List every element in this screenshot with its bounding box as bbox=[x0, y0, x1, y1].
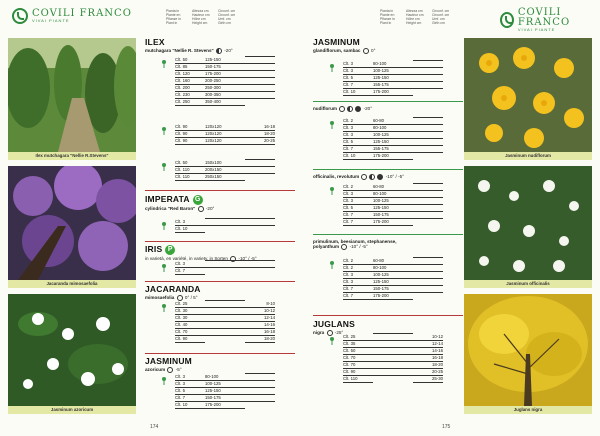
table-cell bbox=[245, 373, 275, 374]
table-cell: 175-200 bbox=[205, 401, 245, 409]
header-col-2-right: Altezza cm Hauteur cm Höhe cm Height cm bbox=[406, 9, 424, 25]
genus-title: JACARANDA bbox=[145, 284, 201, 295]
sun-icon bbox=[167, 367, 173, 373]
species-line: primulinum, beesianum, stephanense, polyanthum -10° / -5° bbox=[313, 239, 397, 250]
header-col-3: Circonf. cm Circonf. cm Umf. cm Girth cm bbox=[218, 9, 236, 25]
species-line: azoricum -5° bbox=[145, 367, 182, 373]
ilex-section bbox=[145, 37, 295, 54]
table-cell bbox=[413, 67, 443, 68]
table-cell: 175-200 bbox=[205, 70, 245, 78]
genus-title: JASMINUM bbox=[145, 356, 192, 367]
sun-icon bbox=[363, 48, 369, 54]
table-cell bbox=[245, 159, 275, 160]
table-cell bbox=[245, 380, 275, 381]
table-cell: Clt. 10 bbox=[175, 401, 205, 409]
table-cell: Clt. 120 bbox=[175, 70, 205, 78]
species-line: nigra -25° bbox=[313, 330, 344, 336]
table-cell: 20-25 bbox=[413, 368, 443, 376]
primulinum-section bbox=[313, 231, 463, 250]
table-cell: Clt. 2 bbox=[343, 264, 373, 272]
table-cell bbox=[245, 394, 275, 395]
table-cell: 12-14 bbox=[413, 340, 443, 348]
table-cell: 200-250 bbox=[205, 77, 245, 85]
table-cell: Clt. 50 bbox=[175, 56, 205, 64]
table-cell: 14-16 bbox=[245, 321, 275, 329]
table-cell: Clt. 3 bbox=[343, 197, 373, 205]
species-line: mutchagara "Nellie R. Stevens" -20° bbox=[145, 48, 233, 54]
table-cell: Clt. 3 bbox=[175, 218, 205, 226]
table-cell bbox=[413, 60, 443, 61]
table-cell: 80-100 bbox=[373, 190, 413, 198]
leaf-logo-icon bbox=[12, 8, 28, 24]
table-cell bbox=[205, 335, 245, 336]
table-cell: 150-175 bbox=[373, 211, 413, 219]
table-cell: 100-125 bbox=[373, 67, 413, 75]
pot-icon bbox=[329, 333, 334, 341]
table-cell bbox=[245, 267, 275, 268]
table-cell bbox=[413, 145, 443, 146]
table-cell: 350-400 bbox=[205, 98, 245, 106]
table-cell: 125-150 bbox=[373, 204, 413, 212]
table-cell bbox=[245, 98, 275, 99]
pot-icon bbox=[161, 159, 166, 167]
table-cell: Clt. 160 bbox=[175, 77, 205, 85]
genus-title: ILEX bbox=[145, 37, 165, 47]
table-cell bbox=[373, 354, 413, 355]
table-cell: 150-175 bbox=[205, 394, 245, 402]
table-cell: Clt. 110 bbox=[175, 166, 205, 174]
table-cell: 80-100 bbox=[205, 373, 245, 381]
species-line: in varietà, en variété, in variety, in Sorten -10° / -5° bbox=[145, 256, 257, 262]
table-cell: Clt. 7 bbox=[175, 394, 205, 402]
table-cell: Clt. 50 bbox=[343, 347, 373, 355]
caption-jacaranda: Jacaranda mimosaefolia bbox=[8, 280, 136, 288]
sun-icon bbox=[341, 244, 347, 250]
genus-title: IRIS P bbox=[145, 244, 295, 255]
table-cell: 125-150 bbox=[205, 56, 245, 64]
table-cell: Clt. 5 bbox=[175, 387, 205, 395]
table-cell: Clt. 30 bbox=[175, 307, 205, 315]
table-cell bbox=[245, 387, 275, 388]
pot-icon bbox=[329, 257, 334, 265]
table-cell: Clt. 25 bbox=[343, 333, 373, 341]
table-cell bbox=[413, 204, 443, 205]
table-cell bbox=[205, 260, 245, 261]
table-cell: Clt. 10 bbox=[343, 152, 373, 160]
table-cell: 175-200 bbox=[373, 88, 413, 96]
jasminum-officinalis-photo bbox=[464, 166, 592, 280]
table-cell: Clt. 70 bbox=[343, 354, 373, 362]
half-sun-icon bbox=[216, 48, 222, 54]
table-cell: 175-200 bbox=[373, 152, 413, 160]
jasminum-glandiflorum-section bbox=[313, 37, 463, 54]
brand-logo-right bbox=[500, 8, 600, 32]
table-cell: 120x120 bbox=[205, 123, 245, 131]
table-cell: Clt. 90 bbox=[175, 335, 205, 343]
table-cell: Clt. 3 bbox=[343, 60, 373, 68]
caption-juglans: Juglans nigra bbox=[464, 406, 592, 414]
header-col-2: Altezza cm Hauteur cm Höhe cm Height cm bbox=[192, 9, 210, 25]
table-cell bbox=[245, 225, 275, 226]
table-cell: 60-80 bbox=[373, 183, 413, 191]
genus-title: IMPERATA G bbox=[145, 194, 295, 205]
table-cell bbox=[245, 56, 275, 57]
table-cell bbox=[413, 285, 443, 286]
pot-icon bbox=[329, 60, 334, 68]
table-cell bbox=[245, 77, 275, 78]
pot-icon bbox=[329, 117, 334, 125]
table-cell: Clt. 30 bbox=[175, 314, 205, 322]
table-cell bbox=[413, 211, 443, 212]
table-cell: Clt. 85 bbox=[175, 63, 205, 71]
table-cell bbox=[245, 218, 275, 219]
table-cell: 16-18 bbox=[413, 354, 443, 362]
table-cell: Clt. 110 bbox=[175, 173, 205, 181]
table-cell bbox=[245, 84, 275, 85]
half-sun-icon bbox=[369, 174, 375, 180]
species-line: officinalis, revolutum -10° / -5° bbox=[313, 174, 404, 180]
table-cell: 125-150 bbox=[373, 74, 413, 82]
pot-icon bbox=[161, 218, 166, 226]
nudiflorum-section bbox=[313, 98, 463, 112]
page-number-left: 174 bbox=[150, 424, 159, 430]
pot-icon bbox=[161, 56, 166, 64]
ilex-photo bbox=[8, 38, 136, 152]
table-cell bbox=[413, 74, 443, 75]
caption-ilex: Ilex mutchagara "Nellie R.Stevens" bbox=[8, 152, 136, 160]
iris-section bbox=[145, 238, 295, 262]
table-cell bbox=[413, 124, 443, 125]
shade-icon bbox=[377, 174, 383, 180]
table-cell: 100-125 bbox=[373, 271, 413, 279]
table-cell: Clt. 2 bbox=[343, 257, 373, 265]
table-cell bbox=[413, 117, 443, 118]
table-cell: 80-100 bbox=[373, 264, 413, 272]
table-cell: 200x150 bbox=[205, 166, 245, 174]
table-cell bbox=[205, 218, 245, 219]
table-cell: 100-125 bbox=[373, 197, 413, 205]
page-number-right: 175 bbox=[442, 424, 451, 430]
table-cell: Clt. 90 bbox=[175, 137, 205, 145]
table-cell: Clt. 70 bbox=[343, 361, 373, 369]
table-cell bbox=[205, 314, 245, 315]
brand-sub: VIVAI PIANTE bbox=[517, 27, 556, 32]
table-cell: 8-10 bbox=[245, 300, 275, 308]
table-cell bbox=[245, 173, 275, 174]
table-cell bbox=[413, 218, 443, 219]
table-cell: 16-18 bbox=[245, 123, 275, 131]
table-cell: Clt. 3 bbox=[343, 131, 373, 139]
table-cell bbox=[373, 368, 413, 369]
brand-name: COVILI FRANCO bbox=[32, 8, 132, 19]
table-cell: Clt. 50 bbox=[175, 159, 205, 167]
table-cell: 120x120 bbox=[205, 137, 245, 145]
table-cell bbox=[413, 197, 443, 198]
header-col-1: Pianta in Plante en Pflanze in Plant in bbox=[166, 9, 181, 25]
table-cell bbox=[245, 91, 275, 92]
table-cell: Clt. 7 bbox=[175, 267, 205, 275]
table-cell: Clt. 3 bbox=[343, 278, 373, 286]
table-cell: Clt. 7 bbox=[343, 211, 373, 219]
table-cell bbox=[413, 138, 443, 139]
table-cell: Clt. 10 bbox=[343, 88, 373, 96]
table-cell: 10-12 bbox=[413, 333, 443, 341]
caption-jasminum-nudiflorum: Jasminum nudiflorum bbox=[464, 152, 592, 160]
table-cell: Clt. 25 bbox=[175, 300, 205, 308]
table-cell: Clt. 7 bbox=[343, 145, 373, 153]
juglans-photo bbox=[464, 294, 592, 406]
sun-icon bbox=[198, 206, 204, 212]
table-cell: 150-175 bbox=[205, 63, 245, 71]
table-cell: 250x150 bbox=[205, 173, 245, 181]
table-cell: Clt. 3 bbox=[343, 67, 373, 75]
table-cell bbox=[245, 260, 275, 261]
table-cell bbox=[245, 401, 275, 402]
table-cell: 12-14 bbox=[245, 314, 275, 322]
table-cell bbox=[413, 292, 443, 293]
table-cell: Clt. 200 bbox=[175, 84, 205, 92]
imperata-section bbox=[145, 187, 295, 212]
table-cell: Clt. 230 bbox=[175, 91, 205, 99]
table-cell bbox=[205, 225, 245, 226]
table-cell: 80-100 bbox=[373, 60, 413, 68]
table-cell bbox=[373, 347, 413, 348]
table-cell: 155-175 bbox=[373, 145, 413, 153]
table-cell: 150-175 bbox=[373, 285, 413, 293]
species-line: cylindrica "Red Baron" -20° bbox=[145, 206, 215, 212]
table-cell bbox=[413, 88, 443, 89]
leaf-logo-icon bbox=[500, 12, 514, 28]
table-cell: 18-20 bbox=[245, 130, 275, 138]
species-line: glandiflorum, sambac 0° bbox=[313, 48, 376, 54]
table-cell: 60-80 bbox=[373, 117, 413, 125]
table-cell bbox=[413, 131, 443, 132]
table-cell: 300-350 bbox=[205, 91, 245, 99]
table-cell: Clt. 3 bbox=[343, 190, 373, 198]
table-cell bbox=[413, 271, 443, 272]
table-cell: 60-80 bbox=[373, 257, 413, 265]
table-cell bbox=[205, 267, 245, 268]
shade-icon bbox=[355, 106, 361, 112]
table-cell: Clt. 7 bbox=[343, 292, 373, 300]
table-cell bbox=[205, 321, 245, 322]
table-cell: Clt. 3 bbox=[175, 373, 205, 381]
brand-logo-left bbox=[12, 8, 132, 24]
table-cell: 155-175 bbox=[373, 81, 413, 89]
table-cell bbox=[373, 333, 413, 334]
sun-icon bbox=[361, 174, 367, 180]
caption-jasminum-azoricum: Jasminum azoricum bbox=[8, 406, 136, 414]
table-cell: 16-18 bbox=[245, 328, 275, 336]
species-line: mimosaefolia 0° / 5° bbox=[145, 295, 198, 301]
table-cell bbox=[373, 340, 413, 341]
table-cell: Clt. 2 bbox=[343, 183, 373, 191]
table-cell bbox=[413, 257, 443, 258]
grass-badge-icon: G bbox=[193, 195, 203, 205]
table-cell: Clt. 90 bbox=[175, 123, 205, 131]
genus-title: JUGLANS bbox=[313, 319, 356, 330]
table-cell: Clt. 90 bbox=[175, 130, 205, 138]
table-cell bbox=[373, 361, 413, 362]
table-cell: Clt. 5 bbox=[343, 138, 373, 146]
officinalis-section bbox=[313, 166, 463, 180]
jasminum-nudiflorum-photo bbox=[464, 38, 592, 152]
pot-icon bbox=[161, 373, 166, 381]
table-cell: Clt. 3 bbox=[343, 124, 373, 132]
table-cell: Clt. 10 bbox=[175, 225, 205, 233]
table-cell bbox=[245, 70, 275, 71]
table-cell: Clt. 7 bbox=[343, 218, 373, 226]
table-cell: Clt. 35 bbox=[343, 340, 373, 348]
table-cell: 125-150 bbox=[373, 278, 413, 286]
table-cell: Clt. 7 bbox=[343, 81, 373, 89]
table-cell bbox=[245, 166, 275, 167]
header-col-3-right: Circonf. cm Circonf. cm Umf. cm Girth cm bbox=[432, 9, 450, 25]
table-cell: Clt. 2 bbox=[343, 117, 373, 125]
table-cell: 100-125 bbox=[205, 380, 245, 388]
table-cell: Clt. 70 bbox=[175, 328, 205, 336]
table-cell: 175-200 bbox=[373, 218, 413, 226]
table-cell: Clt. 5 bbox=[343, 204, 373, 212]
table-cell: Clt. 3 bbox=[343, 271, 373, 279]
table-cell: Clt. 40 bbox=[175, 321, 205, 329]
table-cell: 18-20 bbox=[245, 335, 275, 343]
table-cell: 10-12 bbox=[245, 307, 275, 315]
table-cell: Clt. 5 bbox=[343, 74, 373, 82]
table-cell bbox=[413, 190, 443, 191]
jacaranda-photo bbox=[8, 166, 136, 280]
pot-icon bbox=[329, 183, 334, 191]
table-cell bbox=[205, 328, 245, 329]
jasminum-azoricum-section bbox=[145, 350, 295, 373]
table-cell bbox=[373, 375, 413, 376]
table-cell bbox=[413, 81, 443, 82]
table-cell bbox=[245, 63, 275, 64]
table-cell: 25-30 bbox=[413, 375, 443, 383]
table-cell: Clt. 110 bbox=[343, 375, 373, 383]
sun-icon bbox=[230, 256, 236, 262]
brand-name: COVILI FRANCO bbox=[517, 7, 571, 28]
pot-icon bbox=[161, 123, 166, 131]
table-cell: 20-25 bbox=[245, 137, 275, 145]
table-cell bbox=[413, 183, 443, 184]
pot-icon bbox=[161, 300, 166, 308]
table-cell bbox=[413, 152, 443, 153]
header-col-1-right: Pianta in Plante en Pflanze in Plant in bbox=[380, 9, 395, 25]
table-cell: Clt. 3 bbox=[175, 260, 205, 268]
table-cell: Clt. 90 bbox=[343, 368, 373, 376]
genus-title: JASMINUM bbox=[313, 37, 360, 47]
half-sun-icon bbox=[347, 106, 353, 112]
table-cell: 14-16 bbox=[413, 347, 443, 355]
sun-icon bbox=[339, 106, 345, 112]
table-cell: Clt. 7 bbox=[343, 285, 373, 293]
table-cell: Clt. 3 bbox=[175, 380, 205, 388]
table-cell: 250-300 bbox=[205, 84, 245, 92]
table-cell: 125-150 bbox=[205, 387, 245, 395]
table-cell: 175-200 bbox=[373, 292, 413, 300]
table-cell: 125-150 bbox=[373, 138, 413, 146]
brand-sub: VIVAI PIANTE bbox=[32, 18, 70, 23]
table-cell bbox=[413, 278, 443, 279]
caption-jasminum-officinalis: Jasminum officinalis bbox=[464, 280, 592, 288]
table-cell bbox=[205, 307, 245, 308]
table-cell: 120x120 bbox=[205, 130, 245, 138]
jasminum-azoricum-photo bbox=[8, 294, 136, 406]
jacaranda-section bbox=[145, 278, 295, 301]
species-line: nudiflorum -20° bbox=[313, 106, 373, 112]
table-cell: Clt. 250 bbox=[175, 98, 205, 106]
table-cell: 18-20 bbox=[413, 361, 443, 369]
table-cell bbox=[413, 264, 443, 265]
perennial-badge-icon: P bbox=[165, 245, 175, 255]
table-cell bbox=[205, 300, 245, 301]
table-cell: 80-100 bbox=[373, 124, 413, 132]
table-cell: 100-125 bbox=[373, 131, 413, 139]
pot-icon bbox=[161, 260, 166, 268]
table-cell: 150x100 bbox=[205, 159, 245, 167]
